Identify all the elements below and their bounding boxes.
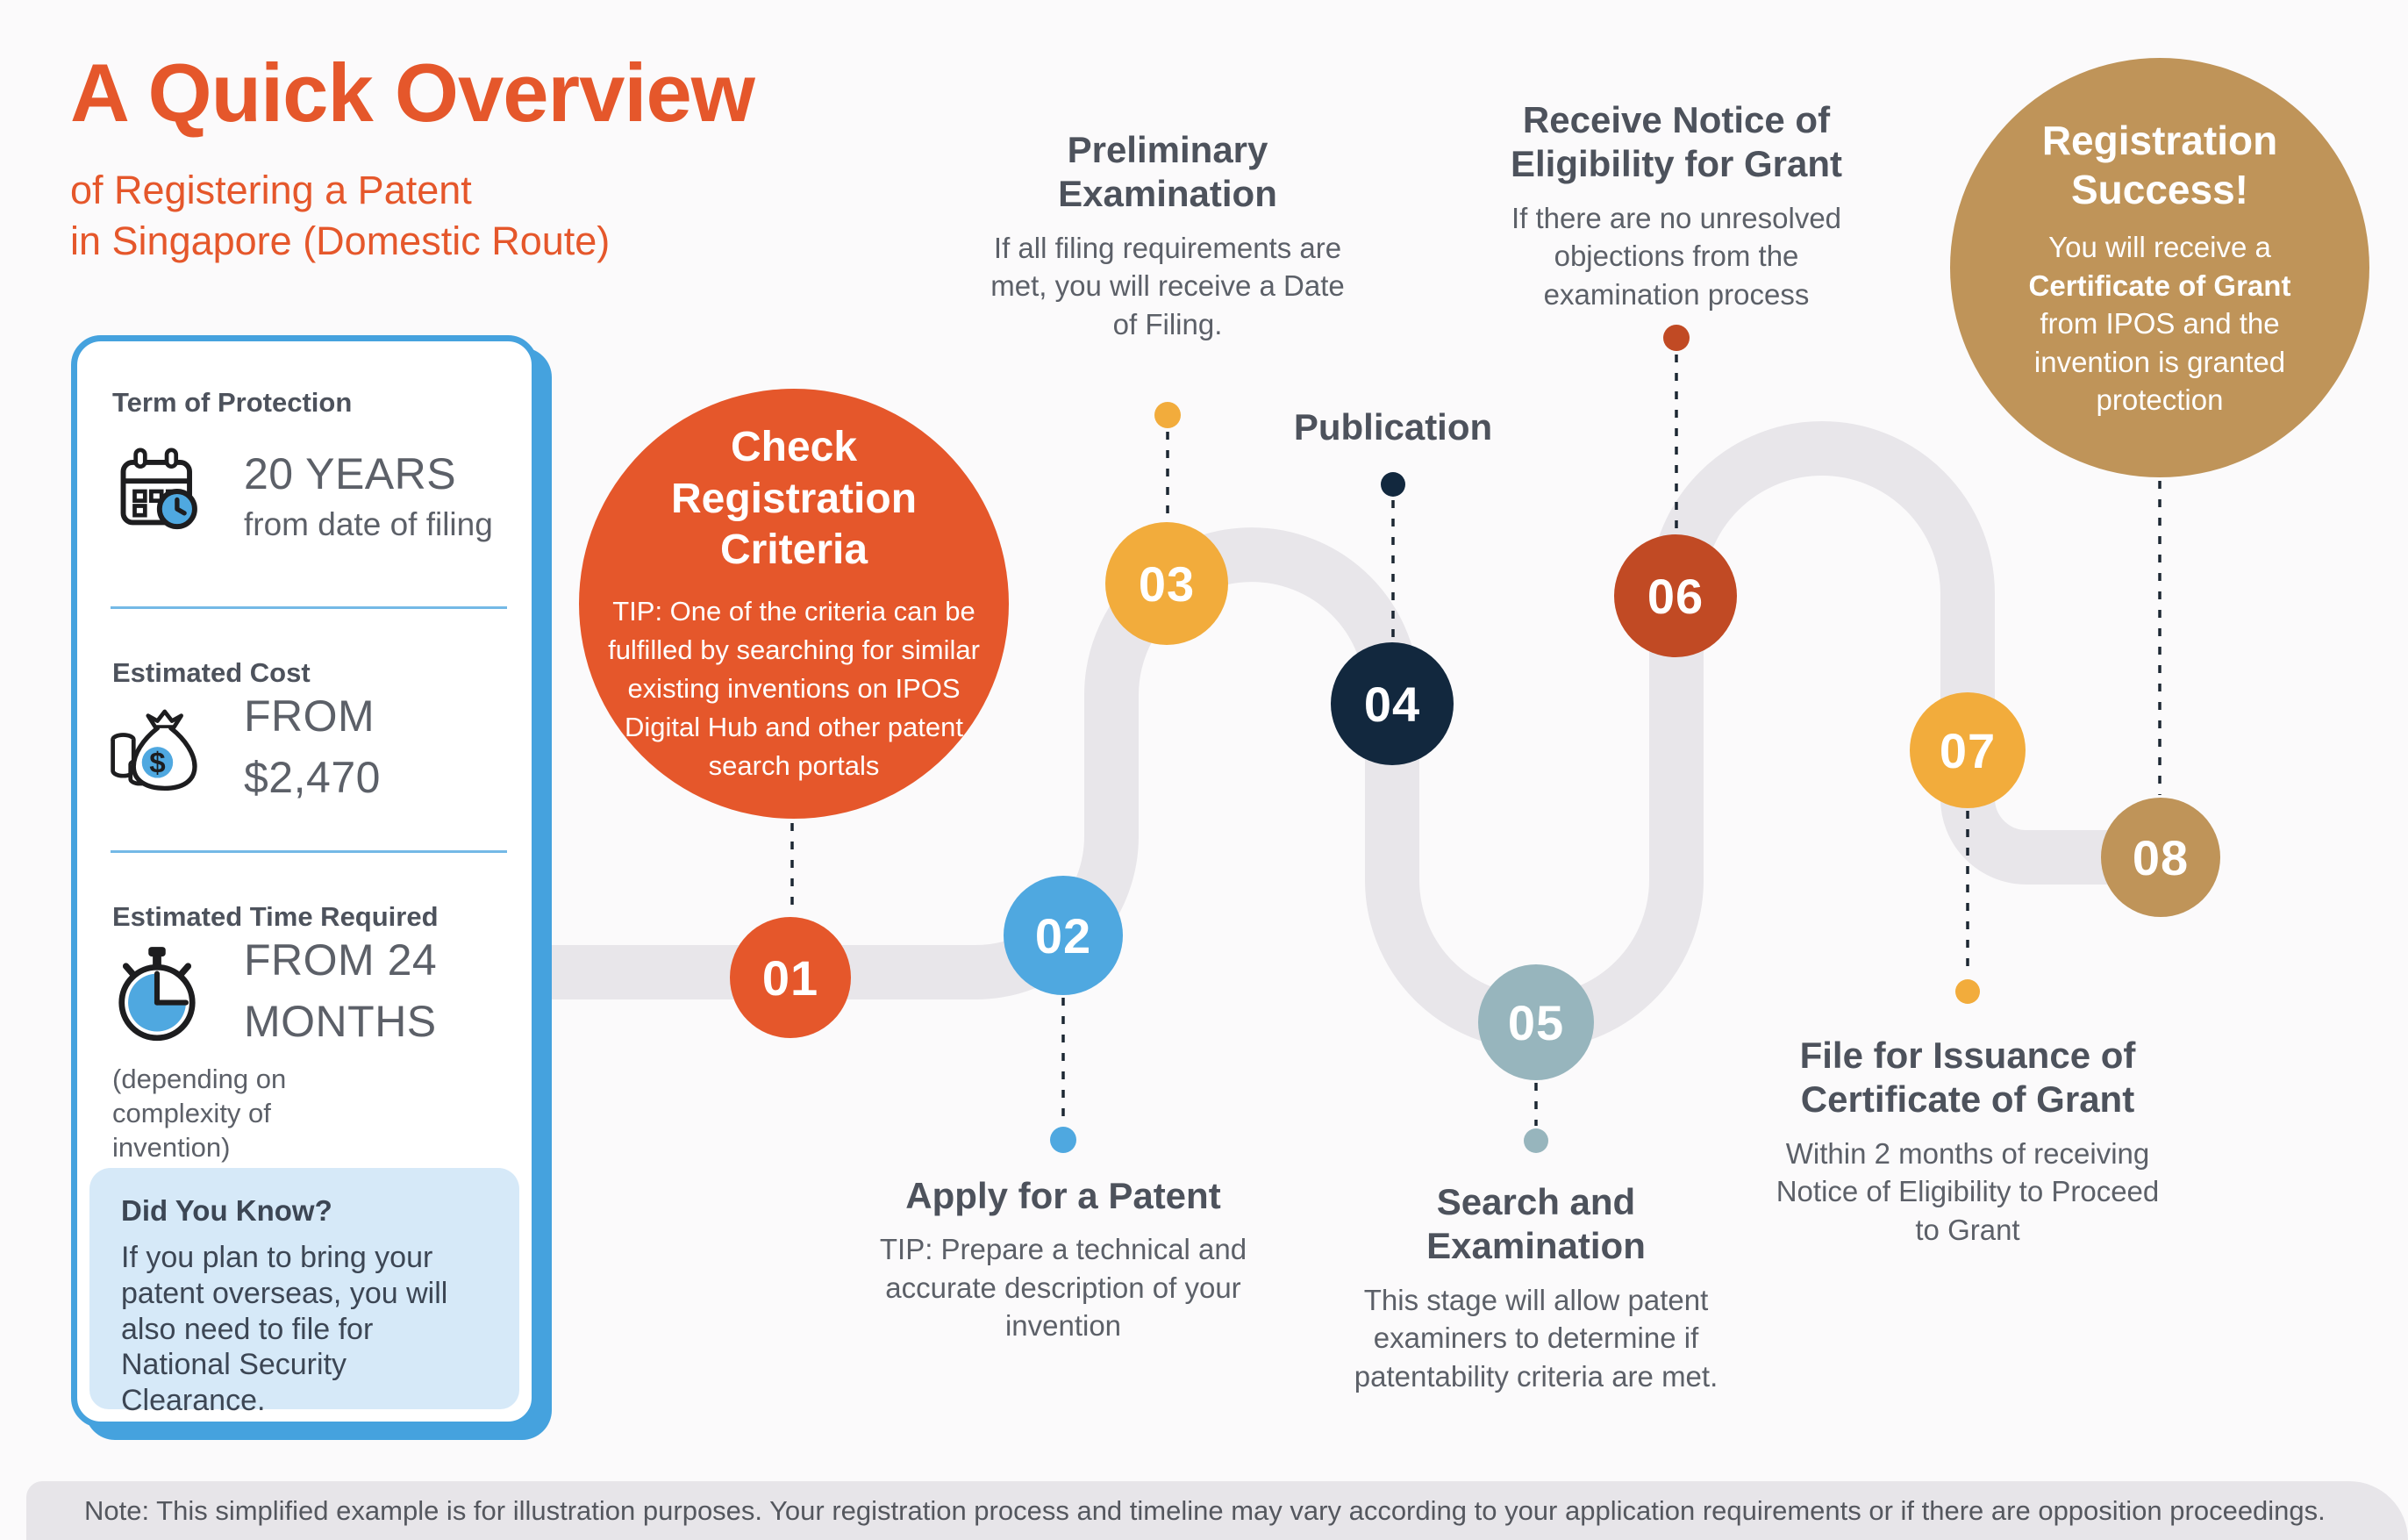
- cost-value-line2: $2,470: [244, 753, 381, 802]
- step8-description-bold: Certificate of Grant: [2028, 269, 2291, 302]
- estimated-cost-heading: Estimated Cost: [112, 657, 311, 688]
- time-value-line2: MONTHS: [244, 997, 437, 1046]
- time-value-line1: FROM 24: [244, 935, 438, 985]
- step8-description-pre: You will receive a: [2048, 231, 2271, 264]
- did-you-know-body: If you plan to bring your patent overseas, you will also need to file for National Security Clearance.: [121, 1241, 448, 1418]
- step-circle-08: 08: [2101, 798, 2220, 917]
- card-divider-1: [111, 606, 507, 609]
- step-circle-07: 07: [1910, 692, 2026, 808]
- step2-text-block: [818, 1174, 1309, 1345]
- term-value-main: 20 YEARS: [244, 449, 457, 498]
- page-subtitle: [70, 165, 754, 266]
- step-circle-03: 03: [1105, 522, 1228, 645]
- step7-title: File for Issuance of Certificate of Grant: [1799, 1035, 2136, 1121]
- card-divider-2: [111, 850, 507, 853]
- step4-title: Publication: [1293, 406, 1493, 448]
- step-circle-02: 02: [1004, 876, 1123, 995]
- page-title: A Quick Overview: [70, 47, 754, 139]
- term-value-sub: from date of filing: [244, 506, 493, 542]
- page-title-block: [70, 46, 754, 266]
- svg-text:$: $: [149, 747, 166, 780]
- facts-card: [71, 335, 538, 1428]
- disclaimer-bar: [26, 1481, 2408, 1540]
- dot-step3: [1154, 402, 1181, 428]
- dot-step2: [1050, 1127, 1076, 1153]
- step3-description: If all filing requirements are met, you will receive a Date of Filing.: [990, 231, 1345, 340]
- step6-title: Receive Notice of Eligibility for Grant: [1510, 99, 1843, 185]
- estimated-time-value: [244, 935, 437, 1047]
- term-of-protection-value: [244, 448, 493, 543]
- did-you-know-heading: Did You Know?: [121, 1194, 332, 1227]
- step1-description: TIP: One of the criteria can be fulfilled by searching for similar existing inventions on IPOS Digital Hub and other patent search portals: [608, 595, 980, 781]
- estimated-time-heading: Estimated Time Required: [112, 901, 439, 932]
- step3-title: Preliminary Examination: [1058, 129, 1277, 215]
- step6-description: If there are no unresolved objections from the examination process: [1511, 201, 1842, 311]
- dot-step5: [1524, 1128, 1548, 1153]
- step7-text-block: [1744, 1034, 2191, 1249]
- step4-text-block: [1294, 405, 1492, 449]
- step2-title: Apply for a Patent: [905, 1175, 1221, 1216]
- page-subtitle-line2: in Singapore (Domestic Route): [70, 218, 611, 263]
- estimated-cost-value: [244, 691, 381, 803]
- step8-registration-success-circle: [1950, 58, 2369, 477]
- did-you-know-panel: [89, 1168, 519, 1418]
- step3-text-block: [975, 128, 1361, 343]
- step8-description: [2009, 228, 2312, 419]
- cost-value-line1: FROM: [244, 691, 375, 741]
- dot-step7: [1955, 979, 1980, 1004]
- step7-description: Within 2 months of receiving Notice of Eligibility to Proceed to Grant: [1776, 1136, 2160, 1246]
- dot-step4: [1381, 472, 1405, 497]
- step8-title: Registration Success!: [2041, 118, 2278, 213]
- money-bag-icon: [104, 699, 218, 809]
- step-circle-04: 04: [1331, 642, 1454, 765]
- step6-text-block: [1448, 98, 1904, 313]
- step5-description: This stage will allow patent examiners to determine if patentability criteria are met.: [1354, 1283, 1718, 1393]
- stopwatch-icon: [104, 942, 211, 1053]
- term-of-protection-heading: Term of Protection: [112, 387, 353, 418]
- step1-check-registration-circle: [579, 389, 1009, 819]
- step5-text-block: [1325, 1180, 1747, 1395]
- page-subtitle-line1: of Registering a Patent: [70, 168, 472, 212]
- calendar-clock-icon: [109, 440, 212, 548]
- step5-title: Search and Examination: [1426, 1181, 1646, 1267]
- time-footnote: (depending on complexity of invention): [112, 1064, 287, 1163]
- step-circle-05: 05: [1478, 964, 1594, 1080]
- step-circle-01: 01: [730, 917, 851, 1038]
- step8-description-post: from IPOS and the invention is granted protection: [2033, 307, 2286, 417]
- step2-description: TIP: Prepare a technical and accurate description of your invention: [879, 1233, 1247, 1343]
- disclaimer-text: Note: This simplified example is for illustration purposes. Your registration process and timeline may vary according to your application requirements or if there are opposition proceedings.: [84, 1494, 2326, 1526]
- step-circle-06: 06: [1614, 534, 1737, 657]
- dot-step6: [1663, 325, 1690, 351]
- step1-title: Check Registration Criteria: [670, 424, 918, 574]
